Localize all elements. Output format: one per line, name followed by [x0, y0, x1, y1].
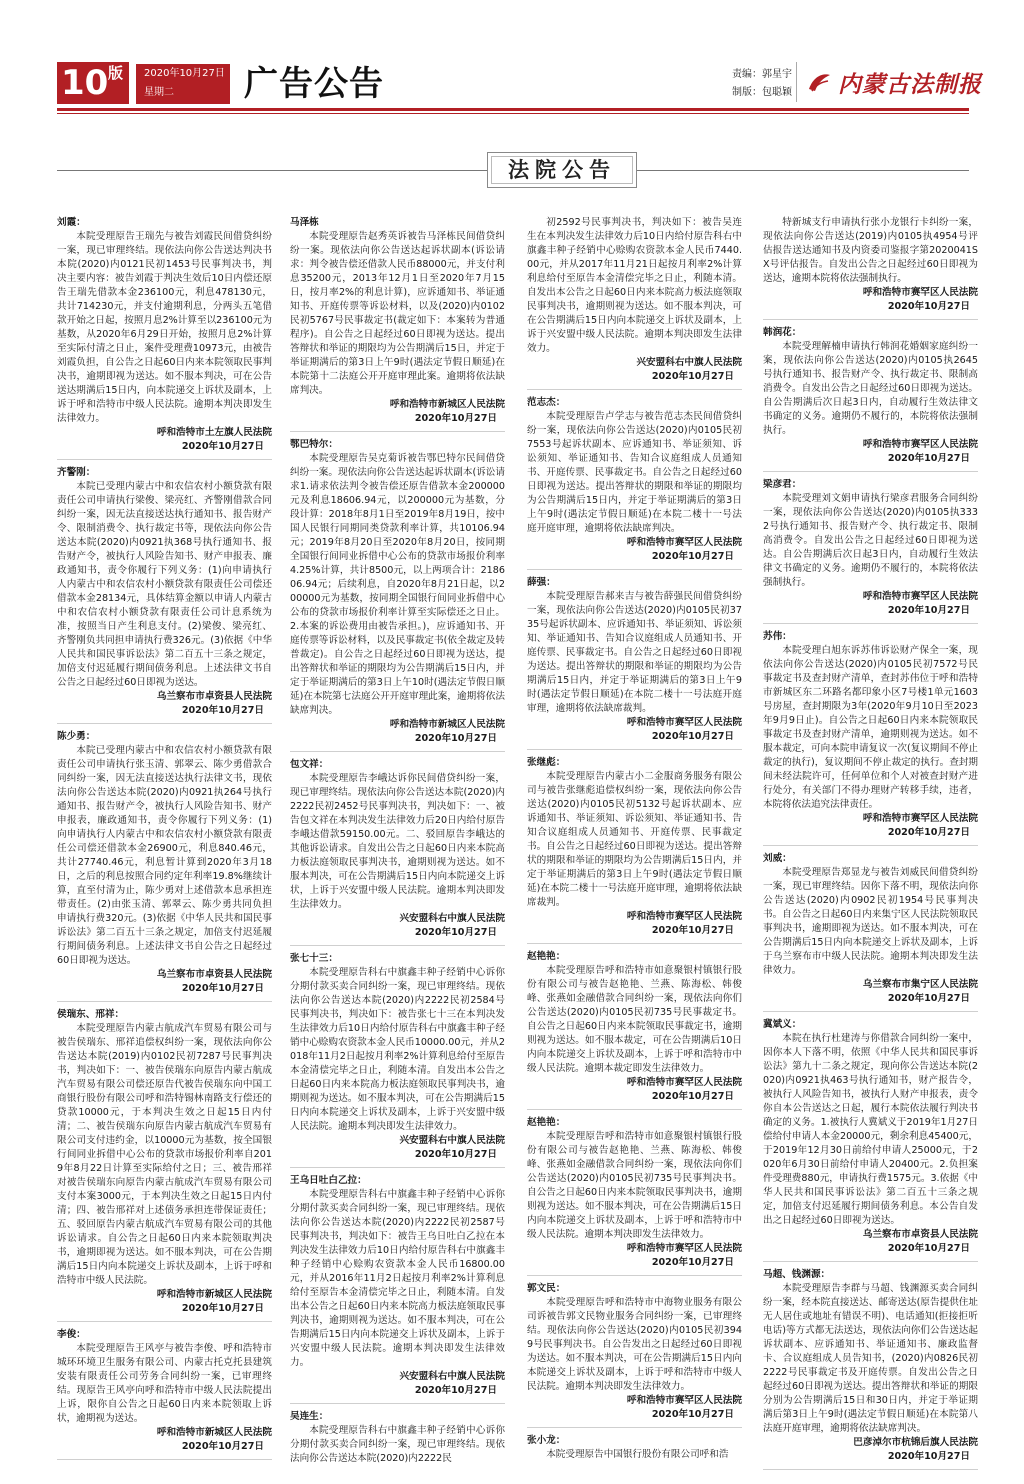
notice-body: 本院受理原告科右中旗鑫丰种子经销中心诉你分期付款买卖合同纠纷一案，现已审理终结。现依法向你公告送达本院(2020)内2222民初2587号民事判决书，判决如下：被告王乌日吐白乙拉在本判决发生法律效力后10日内给付原告科右中旗鑫丰种子经销中心赊购农资款本金人民币16800.00元，并从2016年11月2日起按月利率2%计算利息给付至原告本金清偿完毕之日止，利随本清。自发出本公告之日起60日内来本院高力板法庭领取民事判决书，逾期则视为送达。如不服本判决，可在公告期满后15日内向本院递交上诉状及副本，上诉于兴安盟中级人民法院。逾期本判决即发生法律效力。 [290, 1189, 505, 1368]
notice-date: 2020年10月27日 [181, 441, 264, 452]
notice-date: 2020年10月27日 [414, 1385, 497, 1396]
notice-body: 本院受理原告李峨达诉你民间借贷纠纷一案，现已审理终结。现依法向你公告送达本院(2020)内2222民初2452号民事判决书，判决如下：一、被告包文祥在本判决发生法律效力后20日内给付原告李峨达借款59150.00元。二、驳回原告李峨达的其他诉讼请求。自发出公告之日起60日内来本院高力板法庭领取民事判决书，逾期则视为送达。如不服本判决，可在公告期满后15日内向本院递交上诉状，上诉于兴安盟中级人民法院。逾期本判决即发生法律效力。 [290, 773, 505, 910]
court-notice [527, 1434, 742, 1462]
notice-date: 2020年10月27日 [414, 927, 497, 938]
notice-separator [763, 319, 978, 320]
notice-court: 兴安盟科右中旗人民法院 [636, 357, 742, 368]
court-notice [57, 1008, 272, 1316]
column-name: 广告公告 [244, 64, 384, 104]
court-notice [290, 216, 505, 426]
court-notice [527, 396, 742, 564]
notice-body: 本院受理刘文娟申请执行梁彦君服务合同纠纷一案，现依法向你公告送达(2020)内0105执3332号执行通知书、报告财产令、执行裁定书、限制高消费令。自发出公告之日起经过60日即视为送达。自公告期满后次日起3日内，自动履行生效法律文书确定的义务。逾期仍不履行的，本院将依法强制执行。 [763, 493, 978, 588]
notice-body: 本院受理原告王风亭与被告李俊、呼和浩特市城环环境卫生服务有限公司、内蒙古托克托县建筑安装有限责任公司劳务合同纠纷一案，已审理终结。现原告王风亭向呼和浩特市中级人民法院提出上诉，限你自公告之日起60日内来本院领取上诉状，逾期视为送达。 [57, 1343, 272, 1424]
notice-separator [763, 1469, 978, 1470]
notice-addressee: 齐警刚： [57, 467, 96, 478]
page-number: 10 [61, 63, 109, 103]
notice-body: 本院受理原告李群与马超、钱渊源买卖合同纠纷一案，经本院直接送达、邮寄送达(原告提供住址无人居住或地址有错误不明)、电话通知(拒接拒听电话)等方式都无法送达，现依法向你们公告送达起诉状副本、应诉通知书、举证通知书、廉政监督卡、合议庭组成人员告知书，(2020)内0826民初2222号民事裁定书及开庭传票。自发出公告之日起经过60日即视为送达。提出答辩状和举证的期限分别为公告期满后15日和30日内，并定于举证期满后第3日上午9时(遇法定节假日顺延)在本院第八法庭开庭审理，逾期将依法缺席判决。 [763, 1283, 978, 1434]
court-notice [57, 730, 272, 996]
court-notice [527, 1282, 742, 1422]
notice-addressee: 马超、钱渊源： [763, 1269, 831, 1280]
notice-separator [527, 389, 742, 390]
notice-date: 2020年10月27日 [651, 1409, 734, 1420]
notice-court: 呼和浩特市赛罕区人民法院 [862, 591, 978, 602]
notice-addressee: 赵艳艳： [527, 951, 566, 962]
page-number-box [57, 62, 129, 104]
notice-separator [57, 1001, 272, 1002]
notice-addressee: 范志杰： [527, 397, 566, 408]
court-notice [527, 1116, 742, 1270]
column-2 [290, 216, 505, 1478]
notice-addressee: 薛强： [527, 577, 556, 588]
notice-body: 本院受理原告王瑞先与被告刘霞民间借贷纠纷一案，现已审理终结。现依法向你公告送达判决书本院(2020)内0121民初1453号民事判决书，判决主要内容：被告刘霞于判决生效后10日内偿还原告王瑞先借款本金236100元，利息478130元，共计714230元，并支付逾期利息，分两头五笔借款开始之日起，按照月息2%计算至以236100元为基数，从2020年6月29日开始，按照月息2%计算至实际付清之日止，案件受理费10973元，由被告刘霞负担，自公告之日起60日内来本院领取民事判决书，逾期即视为送达。如不服本判决，可在公告送达期满后15日内，向本院递交上诉状及副本，上诉于呼和浩特市中级人民法院。逾期本判决即发生法律效力。 [57, 231, 272, 424]
notice-court: 兴安盟科右中旗人民法院 [399, 913, 505, 924]
notice-date: 2020年10月27日 [887, 453, 970, 464]
notice-date: 2020年10月27日 [414, 733, 497, 744]
notice-body: 本院受理原告呼和浩特市如意聚银村镇银行股份有限公司与被告赵艳艳、兰燕、陈海松、韩俊峰、张燕如金融借款合同纠纷一案，现依法向你们公告送达(2020)内0105民初735号民事判决书。自公告之日起60日内来本院领取民事判决书，逾期则视为送达。如不服本判决，可在公告期满后15日内向本院递交上诉状及副本，上诉于呼和浩特市中级人民法院。逾期本判决即发生法律效力。 [527, 1131, 742, 1240]
newspaper-name: 内蒙古法制报 [838, 70, 982, 98]
masthead [0, 0, 1024, 120]
notice-court: 兴安盟科右中旗人民法院 [399, 1135, 505, 1146]
notice-addressee: 冀斌义： [763, 1019, 802, 1030]
notice-addressee: 侯瑞东、邢祥： [57, 1009, 125, 1020]
notice-court: 呼和浩特市土左旗人民法院 [156, 427, 272, 438]
notice-date: 2020年10月27日 [887, 827, 970, 838]
notice-date: 2020年10月27日 [651, 1257, 734, 1268]
notice-body: 本院受理原告呼和浩特市中海物业服务有限公司诉被告郭文民物业服务合同纠纷一案，已审理终结。现依法向你公告送达(2020)内0105民初3949号民事判决书。自公告发出之日起经过60日即视为送达。如不服本判决，可在公告期满后15日内向本院递交上诉状及副本，上诉于呼和浩特市中级人民法院。逾期本判决即发生法律效力。 [527, 1297, 742, 1392]
notice-addressee: 鄂巴特尔： [290, 439, 338, 450]
editor-credit: 责编：郭星宇 [732, 69, 792, 80]
notice-addressee: 张继彪： [527, 757, 566, 768]
notice-addressee: 刘霞： [57, 217, 86, 228]
notice-court: 呼和浩特市赛罕区人民法院 [626, 911, 742, 922]
notice-addressee: 赵艳艳： [527, 1117, 566, 1128]
notice-addressee: 苏伟： [763, 631, 792, 642]
notice-date: 2020年10月27日 [887, 993, 970, 1004]
notice-court: 呼和浩特市赛罕区人民法院 [626, 537, 742, 548]
notice-body: 本院受理白旭东诉苏伟诉讼财产保全一案，现依法向你公告送达(2020)内0105民初7572号民事裁定书及查封财产清单，查封苏伟位于呼和浩特市新城区东二环路名都印象小区7号楼1单元1603号房屋，查封期限为3年(2020年9月10日至2023年9月9日止)。自公告之日起60日内来本院领取民事裁定书及查封财产清单，逾期则视为送达。如不服本裁定，可向本院申请复议一次(复议期间不停止裁定的执行)，复议期间不停止裁定的执行。查封期间未经法院许可，任何单位和个人对被查封财产进行处分，有关部门不得办理财产转移手续，违者，本院将依法追究法律责任。 [763, 645, 978, 810]
notice-separator [290, 945, 505, 946]
court-notice [57, 1328, 272, 1454]
notice-separator [290, 1403, 505, 1404]
notice-addressee: 张小龙： [527, 1435, 566, 1446]
notice-court: 乌兰察布市卓资县人民法院 [156, 691, 272, 702]
header-rule [57, 108, 969, 111]
notice-date: 2020年10月27日 [414, 413, 497, 424]
notice-addressee: 包文祥： [290, 759, 329, 770]
notice-court: 呼和浩特市赛罕区人民法院 [862, 439, 978, 450]
notice-separator [527, 1427, 742, 1428]
notice-court: 呼和浩特市赛罕区人民法院 [626, 1243, 742, 1254]
notice-separator [57, 723, 272, 724]
issue-date-box [136, 64, 230, 104]
notice-body: 本院受理原告郑显龙与被告刘威民间借贷纠纷一案，现已审理终结。因你下落不明，现依法向你公告送达(2020)内0902民初1954号民事判决书。自公告之日起60日内来集宁区人民法院领取民事判决书，逾期即视为送达。如不服本判决，可在公告期满后15日内向本院递交上诉状及副本，上诉于乌兰察布市中级人民法院。逾期本判决即发生法律效力。 [763, 867, 978, 976]
column-4 [763, 216, 978, 1478]
notice-separator [57, 1321, 272, 1322]
notice-court: 兴安盟科右中旗人民法院 [399, 1371, 505, 1382]
issue-weekday: 星期二 [144, 87, 174, 98]
notice-date: 2020年10月27日 [887, 605, 970, 616]
notice-addressee: 吴连生： [290, 1411, 329, 1422]
column-3 [527, 216, 742, 1478]
notice-date: 2020年10月27日 [181, 705, 264, 716]
notice-addressee: 张七十三： [290, 953, 338, 964]
court-notice [527, 756, 742, 938]
notice-court: 呼和浩特市新城区人民法院 [156, 1289, 272, 1300]
notice-addressee: 韩润花： [763, 327, 802, 338]
notice-date: 2020年10月27日 [887, 1243, 970, 1254]
notice-body: 本院受理原告科右中旗鑫丰种子经销中心诉你分期付款买卖合同纠纷一案，现已审理终结。现依法向你公告送达本院(2020)内2222民 [290, 1425, 505, 1464]
notice-separator [527, 569, 742, 570]
notice-separator [527, 749, 742, 750]
court-notice [763, 1268, 978, 1464]
notice-date: 2020年10月27日 [651, 925, 734, 936]
credits [732, 66, 792, 102]
notice-court: 呼和浩特市新城区人民法院 [389, 719, 505, 730]
notice-body: 特新城支行申请执行张小龙银行卡纠纷一案，现依法向你公告送达(2019)内0105执4954号评估报告送达通知书及内资委司鉴报字第2020041SX号评估报告。自发出公告之日起经过60日即视为送达，逾期本院将依法强制执行。 [763, 217, 978, 284]
notice-addressee: 李俊： [57, 1329, 86, 1340]
notice-addressee: 陈少勇： [57, 731, 96, 742]
newspaper-emblem-icon [806, 69, 832, 95]
court-notice [290, 1410, 505, 1466]
court-notice [763, 478, 978, 618]
court-notice [527, 950, 742, 1104]
court-notice [527, 216, 742, 384]
notice-date: 2020年10月27日 [651, 551, 734, 562]
column-1 [57, 216, 272, 1478]
notice-addressee: 郭文民： [527, 1283, 566, 1294]
notice-separator [290, 1167, 505, 1168]
court-notice [763, 852, 978, 1006]
notice-separator [763, 845, 978, 846]
notice-court: 乌兰察布市集宁区人民法院 [862, 979, 978, 990]
banner-box [487, 152, 637, 188]
notice-body: 本院受理解楠申请执行韩润花婚姻家庭纠纷一案，现依法向你公告送达(2020)内0105执2645号执行通知书、报告财产令、执行裁定书、限制高消费令。自发出公告之日起经过60日即视为送达。自公告期满后次日起3日内，自动履行生效法律文书确定的义务。逾期仍不履行的，本院将依法强制执行。 [763, 341, 978, 436]
page-suffix: 版 [107, 64, 123, 82]
notice-separator [57, 1459, 272, 1460]
court-notice [57, 466, 272, 718]
notice-body: 本院受理原告呼和浩特市如意聚银村镇银行股份有限公司与被告赵艳艳、兰燕、陈海松、韩俊峰、张燕如金融借款合同纠纷一案，现依法向你们公告送达(2020)内0105民初735号民事裁定书。自公告之日起60日内来本院领取民事裁定书，逾期则视为送达。如不服本裁定，可在公告期满后10日内向本院递交上诉状及副本，上诉于呼和浩特市中级人民法院。逾期本裁定即发生法律效力。 [527, 965, 742, 1074]
notice-body: 本院已受理内蒙古中和农信农村小额贷款有限责任公司申请执行张玉清、郭翠云、陈少勇借款合同纠纷一案，因无法直接送达执行法律文书，现依法向你公告送达本院(2020)内0921执264号执行通知书、报告财产令，被执行人风险告知书、财产申报表，廉政通知书，责令你履行下列义务：(1)向申请执行人内蒙古中和农信农村小额贷款有限责任公司偿还借款本金26900元，利息840.46元，共计27740.46元，利息暂计算到2020年3月18日，之后的利息按照合同约定年利率19.8%继续计算，直至付清为止，陈少勇对上述借款本息承担连带责任。(2)由张玉清、郭翠云、陈少勇共同负担申请执行费320元。(3)依据《中华人民共和国民事诉讼法》第二百五十三条之规定，加倍支付迟延履行期间债务利息。上述法律文书自公告之日起经过60日即视为送达。 [57, 745, 272, 966]
court-notice [290, 438, 505, 746]
notice-separator [763, 1261, 978, 1262]
notice-addressee: 梁彦君： [763, 479, 802, 490]
notice-columns [57, 216, 978, 1478]
notice-body: 本院受理原告卢学志与被告范志杰民间借贷纠纷一案，现依法向你公告送达(2020)内0105民初7553号起诉状副本、应诉通知书、举证须知、诉讼须知、举证通知书、告知合议庭组成人员通知书、开庭传票、民事裁定书。自公告之日起经过60日即视为送达。提出答辩状的期限和举证的期限均为公告期满后15日内，并定于举证期满后的第3日上午9时(遇法定节假日顺延)在本院二楼十一号法庭开庭审理，逾期将依法缺席判决。 [527, 411, 742, 534]
notice-body: 本院受理原告内蒙古航成汽车贸易有限公司与被告侯瑞东、邢祥追偿权纠纷一案，现依法向你公告送达本院(2019)内0102民初7287号民事判决书，判决如下：一、被告侯瑞东向原告内蒙古航成汽车贸易有限公司偿还原告代被告侯瑞东向中国工商银行股份有限公司呼和浩特锡林南路支行偿还的贷款10000元，于本判决生效之日起15日内付清；二、被告侯瑞东向原告内蒙古航成汽车贸易有限公司支付违约金，以10000元为基数，按全国银行间同业拆借中心公布的贷款市场报价利率自2019年8月22日计算至实际给付之日；三、被告邢祥对被告侯瑞东向原告内蒙古航成汽车贸易有限公司支付本案3000元，于本判决生效之日起15日内付清；四、被告邢祥对上述债务承担连带保证责任；五、驳回原告内蒙古航成汽车贸易有限公司的其他诉讼请求。自公告之日起60日内来本院领取判决书，逾期即视为送达。如不服本判决，可在公告期满后15日内向本院递交上诉状及副本，上诉于呼和浩特市中级人民法院。 [57, 1023, 272, 1286]
notice-court: 呼和浩特市赛罕区人民法院 [862, 287, 978, 298]
notice-separator [290, 751, 505, 752]
notice-separator [527, 1109, 742, 1110]
header-divider [796, 62, 797, 102]
notice-date: 2020年10月27日 [181, 983, 264, 994]
court-notice [290, 758, 505, 940]
header-rule-thin [57, 113, 969, 114]
section-banner [57, 150, 969, 190]
court-notice [290, 1174, 505, 1398]
notice-date: 2020年10月27日 [887, 1451, 970, 1462]
notice-court: 乌兰察布市卓资县人民法院 [862, 1229, 978, 1240]
notice-body: 本院已受理内蒙古中和农信农村小额贷款有限责任公司申请执行梁俊、梁亮红、齐警刚借款合同纠纷一案，因无法直接送达执行通知书、报告财产令、限制消费令、执行裁定书等，现依法向你公告送达本院(2020)内0921执368号执行通知书、报告财产令，被执行人风险告知书、财产申报表、廉政通知书，责令你履行下列义务：(1)向申请执行人内蒙古中和农信农村小额贷款有限责任公司偿还借款本金28134元，具体结算金额以申请人内蒙古中和农信农村小额贷款有限责任公司计息系统为准，按照当日产生利息支付。(2)梁俊、梁亮红、齐警刚负共同担申请执行费326元。(3)依据《中华人民共和国民事诉讼法》第二百五十三条之规定，加倍支付迟延履行期间债务利息。上述法律文书自公告之日起经过60日即视为送达。 [57, 481, 272, 688]
court-notice [527, 576, 742, 744]
notice-separator [763, 623, 978, 624]
notice-body: 本院受理原告内蒙古小二金服商务服务有限公司与被告张继彪追偿权纠纷一案，现依法向你公告送达(2020)内0105民初5132号起诉状副本、应诉通知书、举证须知、诉讼须知、举证通知书、告知合议庭组成人员通知书、开庭传票、民事裁定书。自公告之日起经过60日即视为送达。提出答辩状的期限和举证的期限均为公告期满后15日内，并定于举证期满后的第3日上午9时(遇法定节假日顺延)在本院二楼十一号法庭开庭审理，逾期将依法缺席裁判。 [527, 771, 742, 908]
notice-body: 本院受理原告吴克菊诉被告鄂巴特尔民间借贷纠纷一案。现依法向你公告送达起诉状副本(诉讼请求1.请求依法判令被告偿还原告借款本金200000元及利息18606.94元，以200000元为基数，分段计算：2018年8月1日至2019年8月19日，按中国人民银行同期同类贷款利率计算，共10106.94元；2019年8月20日至2020年8月20日，按同期全国银行间同业拆借中心公布的贷款市场报价利率4.25%计算，共计8500元，以上两项合计：218606.94元；后续利息，自2020年8月21日起，以200000元为基数，按同期全国银行间同业拆借中心公布的贷款市场报价利率计算至实际偿还之日止。2.本案的诉讼费用由被告承担。)，应诉通知书、开庭传票等诉讼材料，以及民事裁定书(依全裁定及转普裁定)。自公告之日起经过60日即视为送达，提出答辩状和举证的期限均为公告期满后15日内，并定于举证期满后的第3日上午10时(遇法定节假日顺延)在本院第七法庭公开开庭审理此案，逾期将依法缺席判决。 [290, 453, 505, 716]
notice-date: 2020年10月27日 [181, 1303, 264, 1314]
court-notice [290, 952, 505, 1162]
notice-body: 本院受理原告郝来吉与被告薛强民间借贷纠纷一案，现依法向你公告送达(2020)内0105民初3735号起诉状副本、应诉通知书、举证须知、诉讼须知、举证通知书、告知合议庭组成人员通知书、开庭传票、民事裁定书。自公告之日起经过60日即视为送达。提出答辩状的期限和举证的期限均为公告期满后15日内，并定于举证期满后的第3日上午9时(遇法定节假日顺延)在本院二楼十一号法庭开庭审理，逾期将依法缺席裁判。 [527, 591, 742, 714]
notice-date: 2020年10月27日 [414, 1149, 497, 1160]
notice-separator [763, 1011, 978, 1012]
notice-court: 呼和浩特市赛罕区人民法院 [626, 1077, 742, 1088]
court-notice [763, 326, 978, 466]
notice-body: 本院受理原告中国银行股份有限公司呼和浩 [546, 1449, 729, 1460]
notice-date: 2020年10月27日 [651, 731, 734, 742]
notice-addressee: 刘威： [763, 853, 792, 864]
notice-separator [763, 471, 978, 472]
notice-separator [527, 1275, 742, 1276]
notice-body: 本院受理原告赵秀英诉被告马泽栋民间借贷纠纷一案。现依法向你公告送达起诉状副本(诉讼请求：判令被告偿还借款人民币88000元，并支付利息35200元，2013年12月1日至2020年7月15日，按月率2%的利息计算)，应诉通知书、举证通知书、开庭传票等诉讼材料，以及(2020)内0102民初5767号民事裁定书(裁定如下：本案转为普通程序)。自公告之日起经过60日即视为送达。提出答辩状和举证的期限均为公告期满后15日，并定于举证期满后的第3日上午9时(遇法定节假日顺延)在本院第十二法庭公开开庭审理此案。逾期将依法缺席判决。 [290, 231, 505, 396]
notice-date: 2020年10月27日 [887, 301, 970, 312]
notice-court: 呼和浩特市赛罕区人民法院 [862, 813, 978, 824]
notice-separator [290, 431, 505, 432]
notice-body: 初2592号民事判决书，判决如下：被告吴连生在本判决发生法律效力后10日内给付原告科右中旗鑫丰种子经销中心赊购农资款本金人民币7440.00元，并从2017年11月21日起按月利率2%计算利息给付至原告本金清偿完毕之日止，利随本清。自发出本公告之日起60日内来本院高力板法庭领取民事判决书，逾期则视为送达。如不服本判决，可在公告期满后15日内向本院递交上诉状及副本，上诉于兴安盟中级人民法院。逾期本判决即发生法律效力。 [527, 217, 742, 354]
section-title: 法院公告 [508, 157, 616, 182]
notice-court: 呼和浩特市赛罕区人民法院 [626, 1395, 742, 1406]
notice-court: 巴彦淖尔市杭锦后旗人民法院 [853, 1437, 978, 1448]
court-notice [763, 216, 978, 314]
notice-date: 2020年10月27日 [651, 371, 734, 382]
notice-court: 呼和浩特市新城区人民法院 [156, 1427, 272, 1438]
court-notice [57, 216, 272, 454]
notice-separator [527, 943, 742, 944]
notice-court: 乌兰察布市卓资县人民法院 [156, 969, 272, 980]
notice-date: 2020年10月27日 [181, 1441, 264, 1452]
court-notice [763, 630, 978, 840]
notice-date: 2020年10月27日 [651, 1091, 734, 1102]
notice-body: 本院在执行杜建涛与你借款合同纠纷一案中，因你本人下落不明，依照《中华人民共和国民事诉讼法》第九十二条之规定，现向你公告送达本院(2020)内0921执463号执行通知书，财产报告令，被执行人风险告知书，被执行人财产申报表，责令你自本公告送达之日起，履行本院依法履行判决书确定的义务。1.被执行人冀斌义于2019年1月27日偿给付申请人本金20000元，剩余利息45400元，于2019年12月30日前给付申请人25000元，于2020年6月30日前给付申请人20400元。2.负担案件受理费880元，申请执行费1575元。3.依据《中华人民共和国民事诉讼法》第二百五十三条之规定，加倍支付迟延履行期间债务利息。本公告自发出之日起经过60日即视为送达。 [763, 1033, 978, 1226]
notice-body: 本院受理原告科右中旗鑫丰种子经销中心诉你分期付款买卖合同纠纷一案，现已审理终结。现依法向你公告送达本院(2020)内2222民初2584号民事判决书，判决如下：被告张七十三在本判决发生法律效力后10日内给付原告科右中旗鑫丰种子经销中心赊购农资款本金人民币10000.00元，并从2018年11月2日起按月利率2%计算利息给付至原告本金清偿完毕之日止，利随本清。自发出本公告之日起60日内来本院高力板法庭领取民事判决书，逾期则视为送达。如不服本判决，可在公告期满后15日内向本院递交上诉状及副本，上诉于兴安盟中级人民法院。逾期本判决即发生法律效力。 [290, 967, 505, 1132]
notice-court: 呼和浩特市新城区人民法院 [389, 399, 505, 410]
notice-separator [57, 459, 272, 460]
newspaper-logo [806, 62, 982, 102]
notice-addressee: 马泽栋 [290, 217, 319, 228]
designer-credit: 制版：包聪颖 [732, 87, 792, 98]
notice-court: 呼和浩特市赛罕区人民法院 [626, 717, 742, 728]
notice-addressee: 王乌日吐白乙拉： [290, 1175, 367, 1186]
court-notice [763, 1018, 978, 1256]
issue-date: 2020年10月27日 [144, 68, 225, 79]
